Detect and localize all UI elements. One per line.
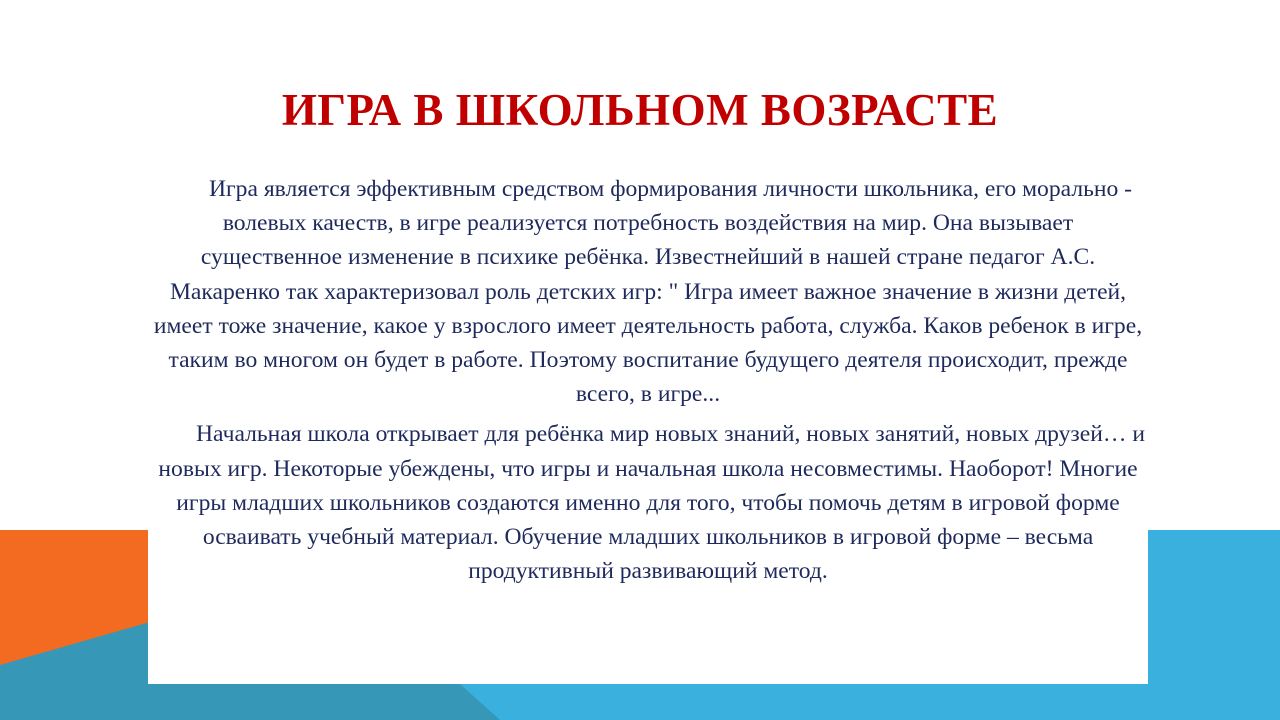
slide-title: ИГРА В ШКОЛЬНОМ ВОЗРАСТЕ — [281, 85, 999, 135]
slide-body — [150, 172, 1146, 588]
paragraph-2: Начальная школа открывает для ребёнка мир новых знаний, новых занятий, новых друзей… и новых игр. Некоторые убеждены, что игры и начальная школа несовместимы. Наоборот! Многие игры младших школьников создаются именно для того, чтобы помочь детям в игровой форме осваивать учебный материал. Обучение младших школьников в игровой форме – весьма продуктивный развивающий метод. — [158, 421, 1145, 585]
paragraph-1: Игра является эффективным средством формирования личности школьника, его морально - волевых качеств, в игре реализуется потребность воздействия на мир. Она вызывает существенное изменение в психике ребёнка. Известнейший в нашей стране педагог А.С. Макаренко так характеризовал роль детских игр: " Игра имеет важное значение в жизни детей, имеет тоже значение, какое у взрослого имеет деятельность работа, служба. Каков ребенок в игре, таким во многом он будет в работе. Поэтому воспитание будущего деятеля происходит, прежде всего, в игре... — [153, 176, 1143, 408]
